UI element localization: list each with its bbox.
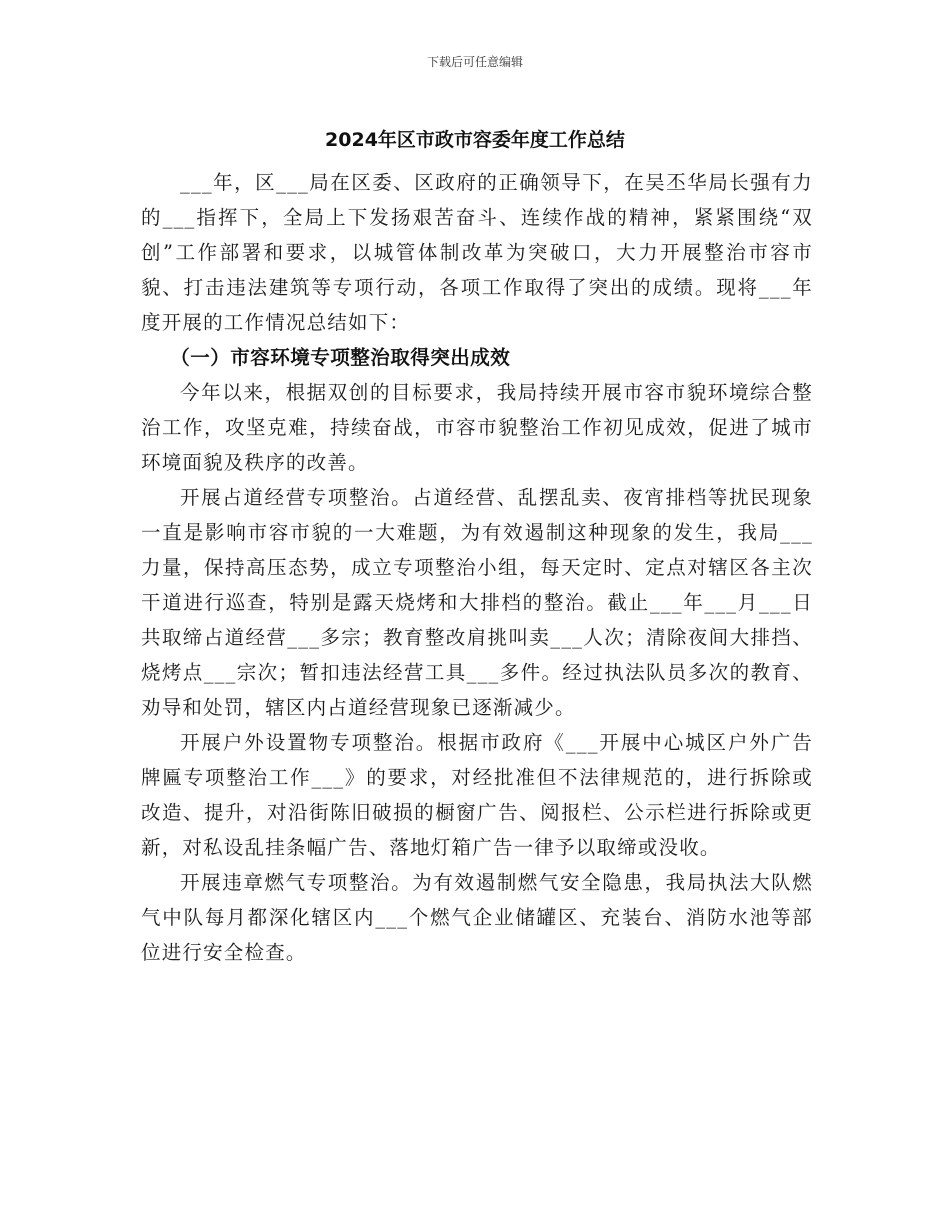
intro-paragraph: ___年，区___局在区委、区政府的正确领导下，在吴丕华局长强有力的___指挥下，全局上下发扬艰苦奋斗、连续作战的精神，紧紧围绕“双创”工作部署和要求，以城管体制改革为突破口，大力开展整治市容市貌、打击违法建筑等专项行动，各项工作取得了突出的成绩。现将___年度开展的工作情况总结如下： — [141, 171, 813, 334]
document-body — [141, 165, 813, 970]
section-heading-1: （一）市容环境专项整治取得突出成效 — [170, 346, 511, 369]
gas-safety-paragraph: 开展违章燃气专项整治。为有效遏制燃气安全隐患，我局执法大队燃气中队每月都深化辖区内___个燃气企业储罐区、充装台、消防水池等部位进行安全检查。 — [141, 871, 813, 964]
outdoor-facilities-paragraph: 开展户外设置物专项整治。根据市政府《___开展中心城区户外广告牌匾专项整治工作___》的要求，对经批准但不法律规范的，进行拆除或改造、提升，对沿街陈旧破损的橱窗广告、阅报栏、公示栏进行拆除或更新，对私设乱挂条幅广告、落地灯箱广告一律予以取缔或没收。 — [141, 731, 813, 859]
section1-intro-paragraph: 今年以来，根据双创的目标要求，我局持续开展市容市貌环境综合整治工作，攻坚克难，持续奋战，市容市貌整治工作初见成效，促进了城市环境面貌及秩序的改善。 — [141, 381, 813, 474]
road-business-paragraph: 开展占道经营专项整治。占道经营、乱摆乱卖、夜宵排档等扰民现象一直是影响市容市貌的一大难题，为有效遏制这种现象的发生，我局___力量，保持高压态势，成立专项整治小组，每天定时、定点对辖区各主次干道进行巡查，特别是露天烧烤和大排档的整治。截止___年___月___日共取缔占道经营___多宗；教育整改肩挑叫卖___人次；清除夜间大排挡、烧烤点___宗次；暂扣违法经营工具___多件。经过执法队员多次的教育、劝导和处罚，辖区内占道经营现象已逐渐减少。 — [141, 486, 813, 719]
document-title: 2024年区市政市容委年度工作总结 — [325, 129, 625, 151]
header-note: 下载后可任意编辑 — [426, 55, 523, 69]
